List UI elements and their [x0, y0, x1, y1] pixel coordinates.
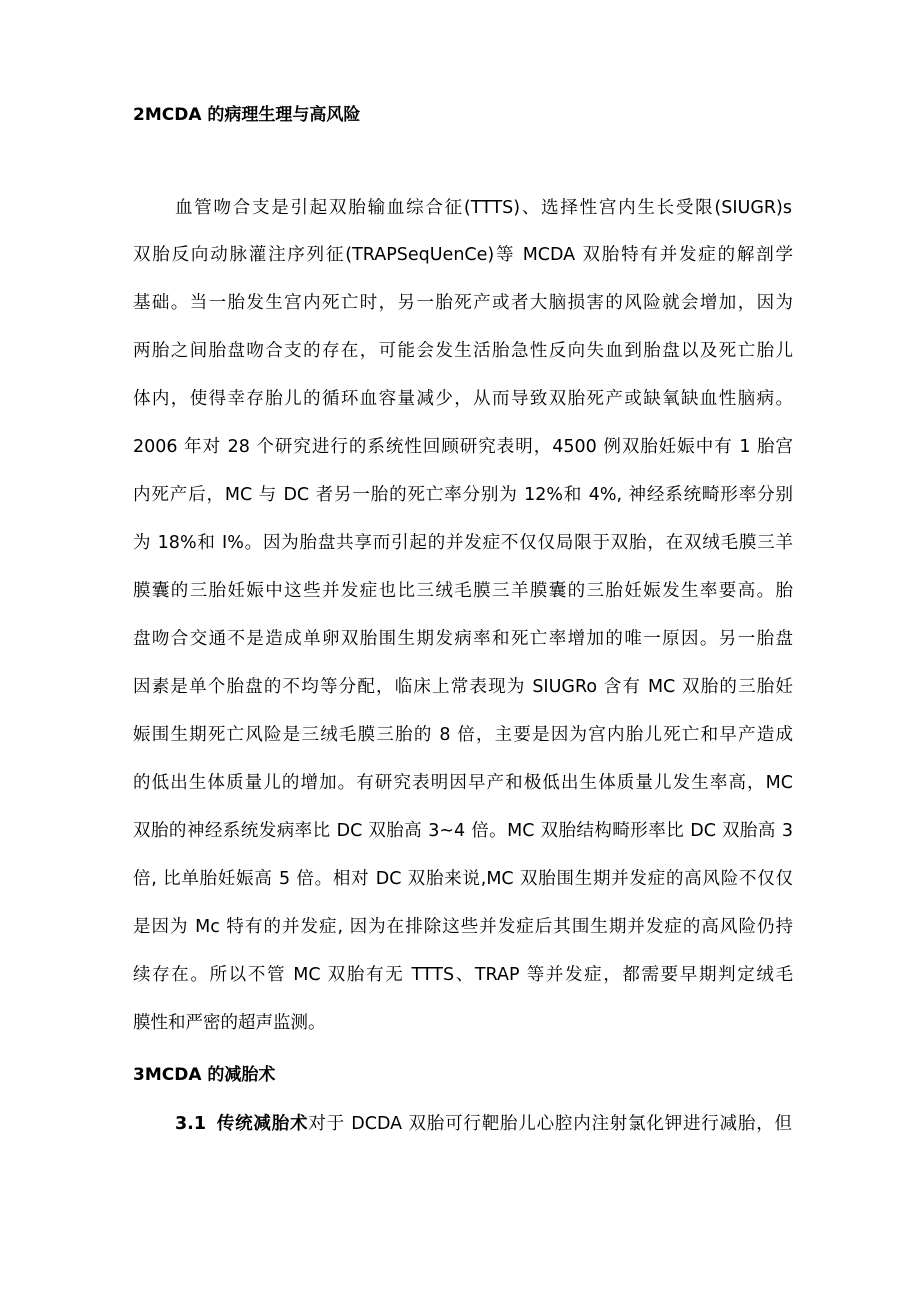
- paragraph-line: 的低出生体质量儿的增加。有研究表明因早产和极低出生体质量儿发生率高，MC: [133, 773, 793, 793]
- paragraph-line: 体内，使得幸存胎儿的循环血容量减少，从而导致双胎死产或缺氧缺血性脑病。: [133, 389, 793, 409]
- section-3-heading: 3MCDA 的减胎术: [133, 1065, 276, 1085]
- paragraph-line: 膜囊的三胎妊娠中这些并发症也比三绒毛膜三羊膜囊的三胎妊娠发生率要高。胎: [133, 581, 793, 601]
- paragraph-line: 娠围生期死亡风险是三绒毛膜三胎的 8 倍，主要是因为宫内胎儿死亡和早产造成: [133, 725, 793, 745]
- paragraph-line: 因素是单个胎盘的不均等分配，临床上常表现为 SIUGRo 含有 MC 双胎的三胎妊: [133, 677, 793, 697]
- paragraph-line: 血管吻合支是引起双胎输血综合征(TTTS)、选择性宫内生长受限(SIUGR)s: [175, 198, 792, 218]
- paragraph-line: 两胎之间胎盘吻合支的存在，可能会发生活胎急性反向失血到胎盘以及死亡胎儿: [133, 341, 793, 361]
- paragraph-line: 是因为 Mc 特有的并发症, 因为在排除这些并发症后其围生期并发症的高风险仍持: [133, 917, 793, 937]
- paragraph-line: 双胎的神经系统发病率比 DC 双胎高 3~4 倍。MC 双胎结构畸形率比 DC 双胎高 3: [133, 821, 793, 841]
- subsection-3-1: [175, 1110, 792, 1138]
- subsection-text: 对于 DCDA 双胎可行靶胎儿心腔内注射氯化钾进行减胎，但: [308, 1114, 792, 1134]
- subsection-number: 3.1: [175, 1114, 207, 1134]
- paragraph-line: 盘吻合交通不是造成单卵双胎围生期发病率和死亡率增加的唯一原因。另一胎盘: [133, 629, 793, 649]
- paragraph-line: 续存在。所以不管 MC 双胎有无 TTTS、TRAP 等并发症，都需要早期判定绒毛: [133, 965, 793, 985]
- paragraph-line: 膜性和严密的超声监测。: [133, 1013, 326, 1033]
- paragraph-line: 基础。当一胎发生宫内死亡时，另一胎死产或者大脑损害的风险就会增加，因为: [133, 293, 793, 313]
- subsection-title: 传统减胎术: [216, 1114, 309, 1134]
- paragraph-line: 为 18%和 I%。因为胎盘共享而引起的并发症不仅仅局限于双胎，在双绒毛膜三羊: [133, 533, 793, 553]
- paragraph-line: 倍, 比单胎妊娠高 5 倍。相对 DC 双胎来说,MC 双胎围生期并发症的高风险不仅仅: [133, 869, 793, 889]
- paragraph-line: 内死产后，MC 与 DC 者另一胎的死亡率分别为 12%和 4%, 神经系统畸形率分别: [133, 485, 793, 505]
- section-2-heading: 2MCDA 的病理生理与高风险: [133, 105, 361, 125]
- paragraph-line: 双胎反向动脉灌注序列征(TRAPSeqUenCe)等 MCDA 双胎特有并发症的解剖学: [133, 245, 793, 265]
- paragraph-line: 2006 年对 28 个研究进行的系统性回顾研究表明，4500 例双胎妊娠中有 1 胎宫: [133, 437, 793, 457]
